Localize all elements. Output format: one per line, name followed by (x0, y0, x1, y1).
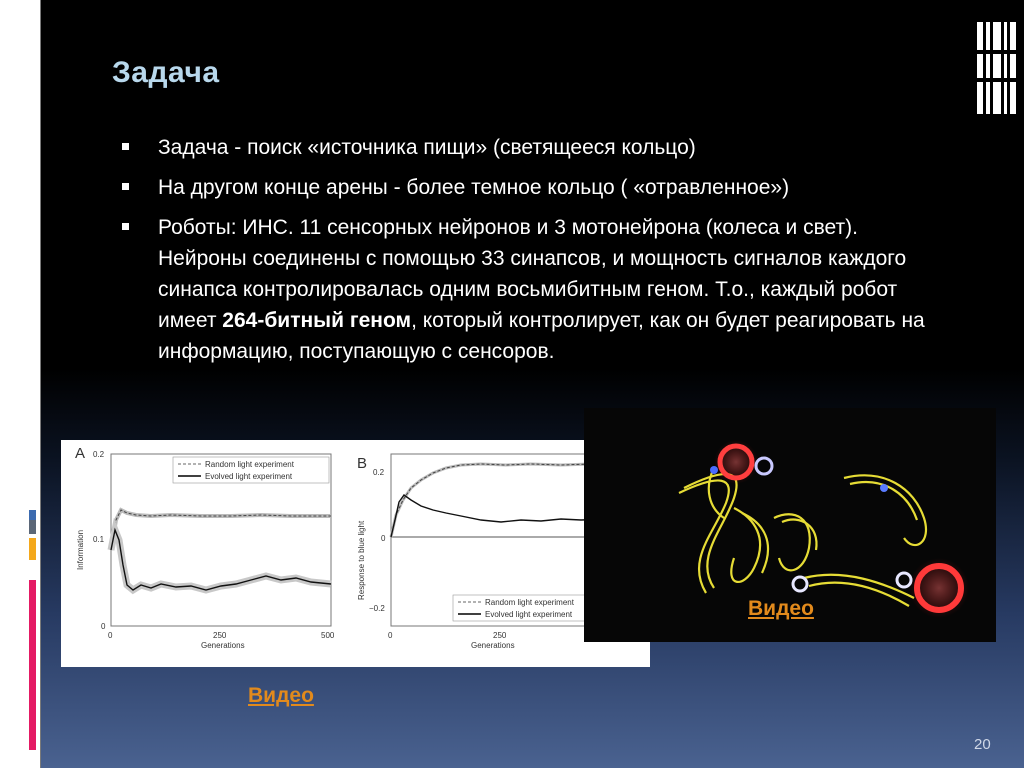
bullet-text-pre: Роботы: ИНС. 11 сенсорных нейронов и 3 мотонейрона (колеса и свет). Нейроны соединены с помощью 33 синапсов, и мощность сигналов каждого синапса контролировалась одним восьмибитным геном. Т.о., каждый робот имеет (158, 216, 907, 332)
panel-b-legend-evolved: Evolved light experiment (485, 610, 573, 619)
panel-a-ylabel: Information (76, 529, 85, 570)
bullet-item (122, 172, 952, 203)
results-figure (61, 440, 650, 667)
panel-b-label: B (357, 455, 368, 472)
panel-a-legend-evolved: Evolved light experiment (205, 472, 293, 481)
top-right-decoration (974, 12, 1018, 122)
bullet-item (122, 212, 952, 367)
panel-b-xtick: 250 (493, 631, 507, 640)
panel-a-xtick: 500 (321, 631, 335, 640)
panel-a-xtick: 0 (108, 631, 113, 640)
panel-a-label: A (75, 445, 86, 462)
panel-b-ytick: 0 (381, 534, 386, 543)
panel-a-legend-random: Random light experiment (205, 460, 294, 469)
panel-a-ytick: 0.2 (93, 450, 105, 459)
panel-a-xlabel: Generations (201, 641, 245, 650)
video-link-photo[interactable]: Видео (748, 597, 814, 620)
panel-a-evolved-band (111, 530, 331, 590)
bullet-text-post: , который контролирует, как он будет реагировать на информацию, поступающую с сенсоров. (158, 309, 925, 363)
deco-square-orange (29, 538, 36, 560)
deco-square-pink (29, 580, 36, 750)
square-bullet-icon (122, 183, 129, 190)
panel-b-ylabel: Response to blue light (357, 520, 366, 600)
panel-a-ytick: 0.1 (93, 535, 105, 544)
panel-b-evolved-line (391, 495, 609, 537)
bullet-text-bold: 264-битный геном (222, 309, 412, 332)
panel-b-ytick: −0.2 (369, 604, 385, 613)
panel-b-legend-random: Random light experiment (485, 598, 574, 607)
left-divider-line (40, 0, 41, 768)
panel-b-xlabel: Generations (471, 641, 515, 650)
panel-a-ytick: 0 (101, 622, 106, 631)
deco-square-gray (29, 520, 36, 534)
panel-b-random-line (391, 464, 609, 537)
bullet-list (122, 132, 952, 376)
slide-title: Задача (112, 56, 220, 89)
figure-svg (61, 440, 650, 667)
bullet-item (122, 132, 952, 163)
panel-b-ytick: 0.2 (373, 468, 385, 477)
panel-b-random-band (391, 464, 609, 537)
bullet-text: Задача - поиск «источника пищи» (светящееся кольцо) (158, 136, 696, 159)
square-bullet-icon (122, 143, 129, 150)
panel-b-xtick: 0 (388, 631, 393, 640)
video-link-figure[interactable]: Видео (248, 684, 314, 707)
bullet-text: На другом конце арены - более темное кольцо ( «отравленное») (158, 176, 790, 199)
panel-a-xtick: 250 (213, 631, 227, 640)
square-bullet-icon (122, 223, 129, 230)
page-number: 20 (974, 736, 991, 753)
